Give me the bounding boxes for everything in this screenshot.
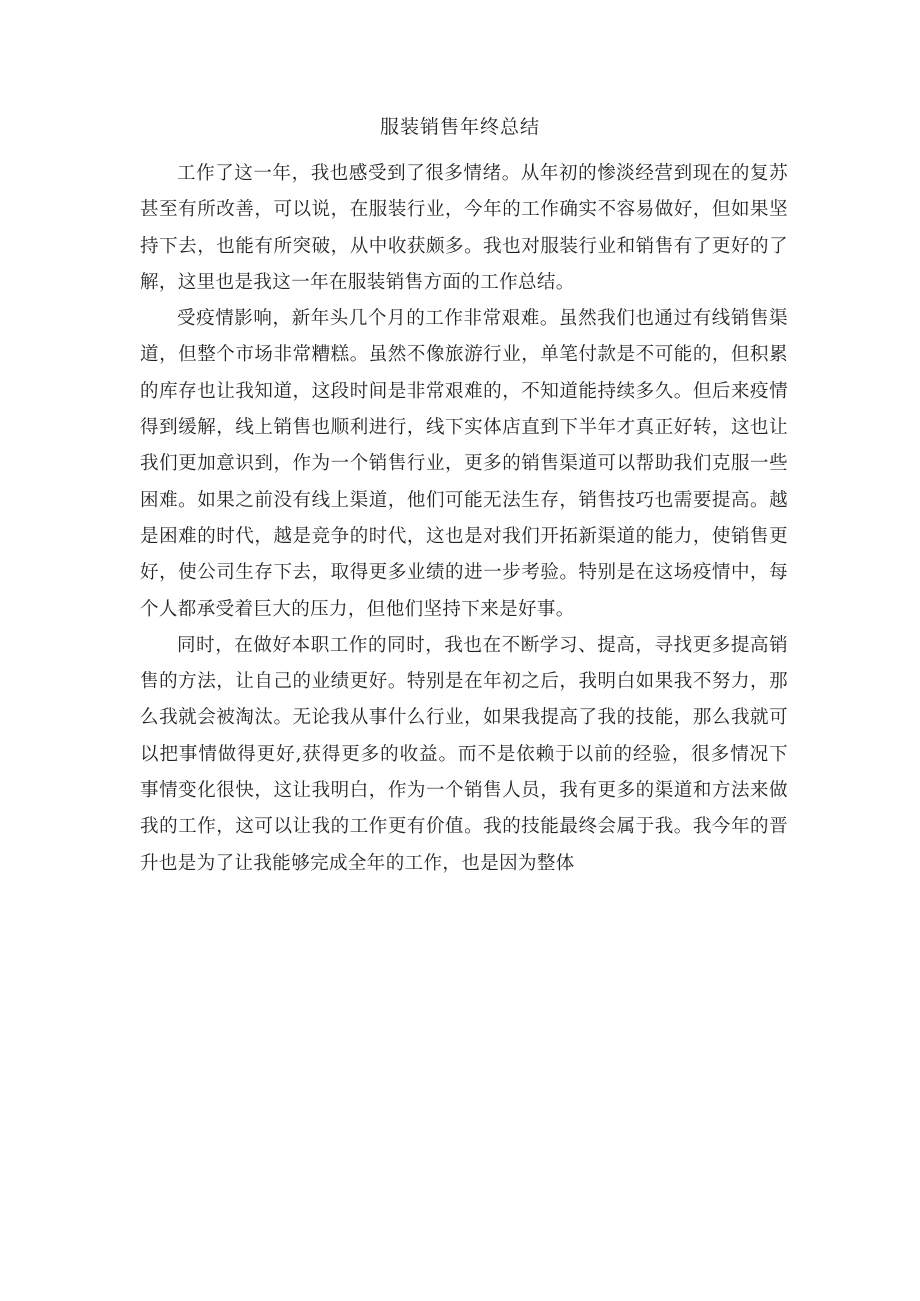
document-body [140,156,788,882]
paragraph-3: 同时，在做好本职工作的同时，我也在不断学习、提高，寻找更多提高销售的方法，让自己的业绩更好。特别是在年初之后，我明白如果我不努力，那么我就会被淘汰。无论我从事什么行业，如果我提高了我的技能，那么我就可以把事情做得更好,获得更多的收益。而不是依赖于以前的经验，很多情况下事情变化很快，这让我明白，作为一个销售人员，我有更多的渠道和方法来做我的工作，这可以让我的工作更有价值。我的技能最终会属于我。我今年的晋升也是为了让我能够完成全年的工作，也是因为整体 [140,634,788,874]
paragraph-1: 工作了这一年，我也感受到了很多情绪。从年初的惨淡经营到现在的复苏甚至有所改善，可以说，在服装行业，今年的工作确实不容易做好，但如果坚持下去，也能有所突破，从中收获颇多。我也对服装行业和销售有了更好的了解，这里也是我这一年在服装销售方面的工作总结。 [140,163,788,293]
paragraph-2: 受疫情影响，新年头几个月的工作非常艰难。虽然我们也通过有线销售渠道，但整个市场非常糟糕。虽然不像旅游行业，单笔付款是不可能的，但积累的库存也让我知道，这段时间是非常艰难的，不知道能持续多久。但后来疫情得到缓解，线上销售也顺利进行，线下实体店直到下半年才真正好转，这也让我们更加意识到，作为一个销售行业，更多的销售渠道可以帮助我们克服一些困难。如果之前没有线上渠道，他们可能无法生存，销售技巧也需要提高。越是困难的时代，越是竞争的时代，这也是对我们开拓新渠道的能力，使销售更好，使公司生存下去，取得更多业绩的进一步考验。特别是在这场疫情中，每个人都承受着巨大的压力，但他们坚持下来是好事。 [140,308,788,620]
document-title: 服装销售年终总结 [379,116,540,138]
